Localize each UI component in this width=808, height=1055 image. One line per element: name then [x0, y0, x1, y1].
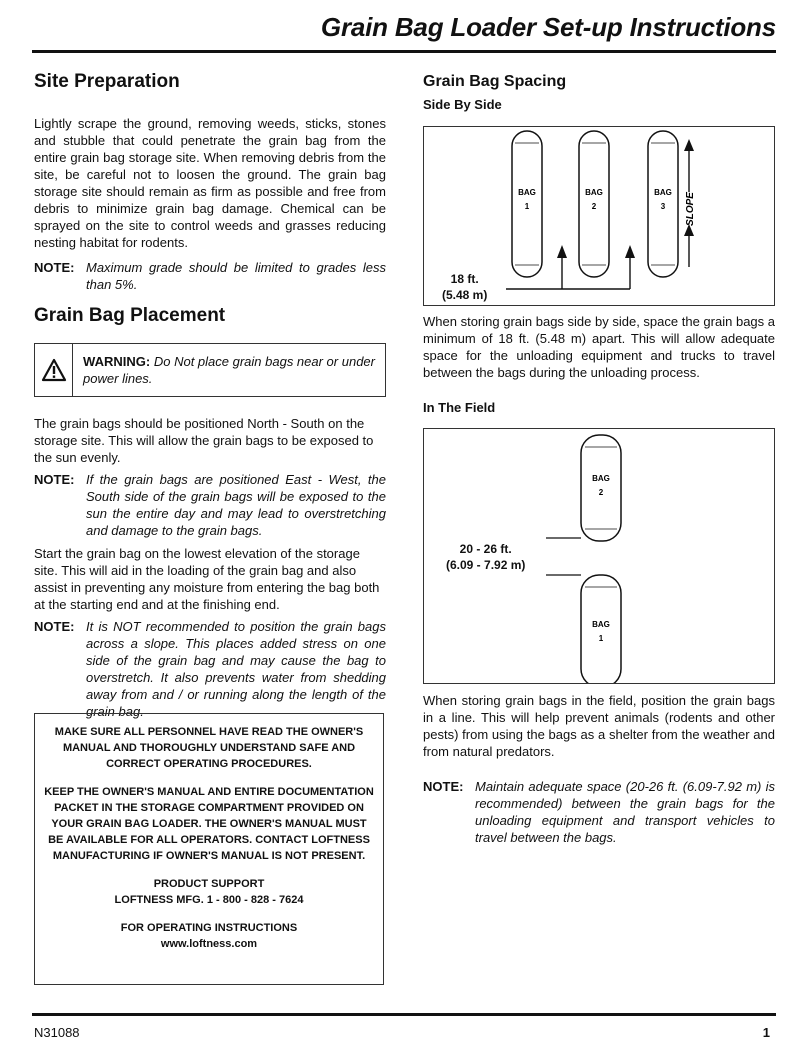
slope-label: SLOPE [685, 192, 696, 226]
arrow-up-icon [557, 245, 567, 258]
dimension-meters: (6.09 - 7.92 m) [446, 558, 526, 572]
operating-instructions-title: FOR OPERATING INSTRUCTIONS [120, 922, 298, 934]
side-dimension-label [442, 271, 487, 303]
bag-2-word: BAG [585, 188, 603, 197]
operating-instructions-url[interactable]: www.loftness.com [160, 938, 258, 950]
grain-bag-placement-heading: Grain Bag Placement [34, 305, 226, 326]
field-bag-1-shape [581, 575, 621, 683]
side-by-side-heading: Side By Side [423, 97, 502, 112]
warning-icon [35, 344, 73, 396]
note-label: NOTE: [423, 779, 464, 794]
bag-1-number: 1 [524, 202, 530, 211]
field-bag-2-number: 2 [598, 488, 604, 497]
in-the-field-heading: In The Field [423, 400, 496, 415]
product-support-title: PRODUCT SUPPORT [153, 878, 265, 890]
page-title: Grain Bag Loader Set-up Instructions [320, 12, 776, 42]
field-dimension-label [446, 541, 525, 573]
bag-2-number: 2 [591, 202, 597, 211]
note-label: NOTE: [34, 619, 75, 634]
grain-bag-spacing-heading: Grain Bag Spacing [423, 73, 567, 90]
slope-arrow-up-icon [684, 139, 694, 151]
bag-3-number: 3 [660, 202, 666, 211]
note-text: If the grain bags are positioned East - West, the South side of the grain bags will be exposed to the sun the entire day and may lead to overstretching and damage to the grain bags. [86, 472, 386, 538]
product-support-phone: LOFTNESS MFG. 1 - 800 - 828 - 7624 [114, 894, 304, 906]
manual-notice-box [34, 713, 384, 985]
spacing-note [423, 778, 775, 846]
notice-block-read-manual: MAKE SURE ALL PERSONNEL HAVE READ THE OWNER'S MANUAL AND THOROUGHLY UNDERSTAND SAFE AND CORRECT OPERATING PROCEDURES. [54, 726, 364, 770]
placement-note-1 [34, 471, 386, 539]
placement-para-2: Start the grain bag on the lowest elevation of the storage site. This will aid in the loading of the grain bag and also assist in preventing any moisture from entering the bag both at the starting end and at the finishing end. [34, 546, 380, 612]
notice-block-keep-manual: KEEP THE OWNER'S MANUAL AND ENTIRE DOCUMENTATION PACKET IN THE STORAGE COMPARTMENT PROVIDED ON YOUR GRAIN BAG LOADER. THE OWNER'S MANUAL MUST BE AVAILABLE FOR ALL OPERATORS. CONTACT LOFTNESS MANUFACTURING IF OWNER'S MANUAL IS NOT PRESENT. [44, 786, 374, 862]
site-preparation-heading: Site Preparation [34, 71, 180, 92]
dimension-feet: 20 - 26 ft. [459, 542, 512, 556]
side-by-side-diagram [423, 126, 775, 306]
footer-rule [32, 1013, 776, 1016]
left-column [34, 68, 386, 720]
placement-note-2 [34, 618, 386, 720]
bag-1-word: BAG [518, 188, 536, 197]
site-preparation-note [34, 259, 386, 293]
bag-3-word: BAG [654, 188, 672, 197]
note-text: It is NOT recommended to position the grain bags across a slope. This places added stress on one side of the grain bag and may cause the bag to overstretch. It also prevents water from shedding away from and / or running along the length of the grain bag. [86, 619, 386, 719]
placement-para-1: The grain bags should be positioned North - South on the storage site. This will allow the grain bags to be exposed to the sun evenly. [34, 416, 374, 465]
warning-text [83, 353, 377, 387]
document-number: N31088 [34, 1025, 80, 1040]
warning-message: Do Not place grain bags near or under power lines. [83, 354, 375, 386]
site-preparation-body: Lightly scrape the ground, removing weeds, sticks, stones and stubble that could penetrate the grain bag from the entire grain bag storage site. When removing debris from the site, be careful not to loosen the ground. The grain bag storage site should remain as firm as possible and free from debris to minimize grain bag damage. Chemical can be sprayed on the site to control weeds and grasses reducing nesting habitat for rodents. [34, 116, 386, 250]
field-bag-1-number: 1 [598, 634, 604, 643]
note-text: Maintain adequate space (20-26 ft. (6.09-7.92 m) is recommended) between the grain bags for the unloading equipment and transport vehicles to travel between the bags. [475, 779, 775, 845]
page-number: 1 [762, 1025, 770, 1040]
dimension-meters: (5.48 m) [442, 288, 488, 302]
in-the-field-diagram [423, 428, 775, 684]
side-by-side-text: When storing grain bags side by side, space the grain bags a minimum of 18 ft. (5.48 m) apart. This will allow adequate space for the unloading equipment and trucks to travel between the bags during the unloading process. [423, 314, 775, 380]
field-bag-2-word: BAG [592, 474, 610, 483]
warning-box [34, 343, 386, 397]
note-text: Maximum grade should be limited to grades less than 5%. [86, 260, 386, 292]
note-label: NOTE: [34, 260, 75, 275]
dimension-feet: 18 ft. [450, 272, 479, 286]
title-rule [32, 50, 776, 53]
field-bag-1-word: BAG [592, 620, 610, 629]
note-label: NOTE: [34, 472, 75, 487]
in-the-field-text: When storing grain bags in the field, position the grain bags in a line. This will help prevent animals (rodents and other pests) from using the bags as a shelter from the weather and from natural predators. [423, 693, 775, 759]
arrow-up-icon [625, 245, 635, 258]
warning-label: WARNING: [83, 354, 151, 369]
right-column [423, 68, 775, 846]
